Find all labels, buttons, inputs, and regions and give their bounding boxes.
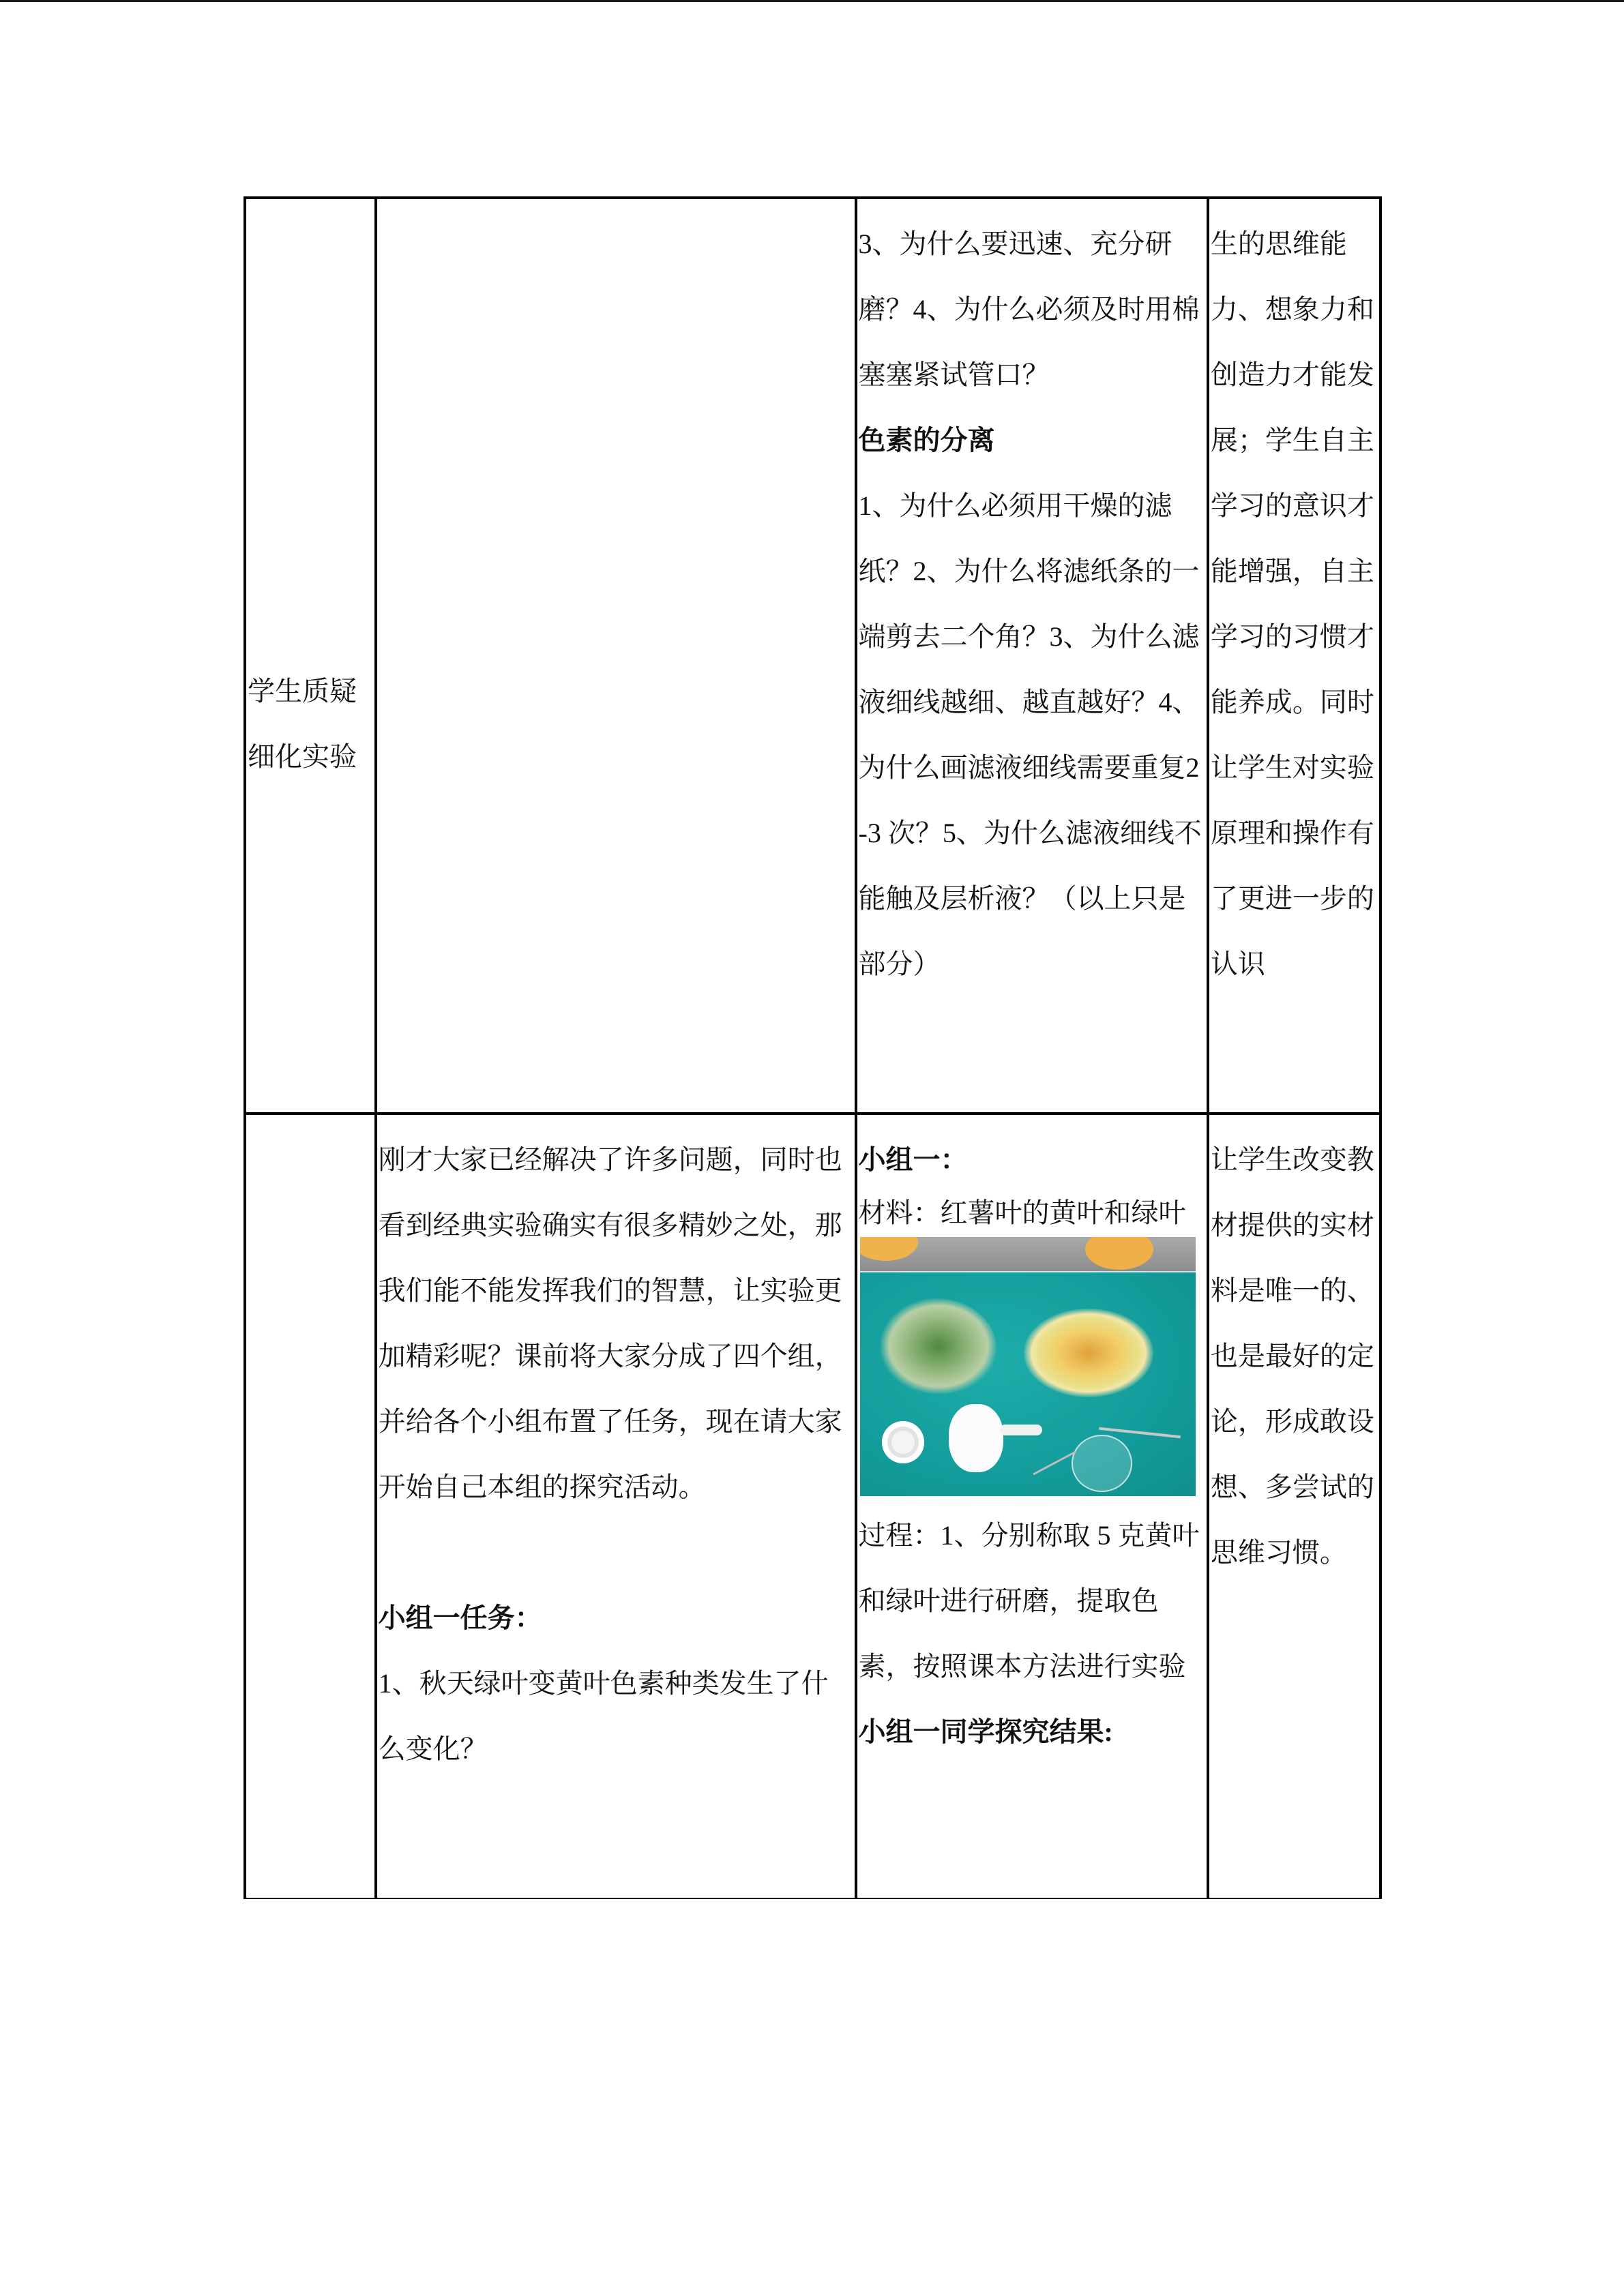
- lesson-plan-table: [243, 196, 1382, 1899]
- stage-cell: [245, 1114, 376, 1898]
- design-intent-text: 让学生改变教材提供的实材料是唯一的、也是最好的定论，形成敢设想、多尝试的思维习惯。: [1210, 1144, 1374, 1568]
- petri-dish: [882, 1421, 924, 1463]
- teacher-intro-text: 刚才大家已经解决了许多问题，同时也看到经典实验确实有很多精妙之处，那我们能不能发挥我们的智慧，让实验更加精彩呢？课前将大家分成了四个组，并给各个小组布置了任务，现在请大家开始自己本组的探究活动。: [378, 1144, 842, 1502]
- separation-heading: 色素的分离: [858, 425, 995, 456]
- separation-questions: 1、为什么必须用干燥的滤纸？2、为什么将滤纸条的一端剪去二个角？3、为什么滤液细线越细、越直越好？4、为什么画滤液细线需要重复2-3 次？5、为什么滤液细线不能触及层析液？（以上只是部分）: [858, 490, 1202, 979]
- stage-label: [248, 522, 374, 790]
- design-intent-cell: [1208, 1114, 1381, 1898]
- student-activity-cell: [856, 198, 1208, 1114]
- pestle: [1000, 1425, 1042, 1435]
- group-one-heading: 小组一：: [858, 1144, 968, 1175]
- group-one-result-heading: 小组一同学探究结果:: [858, 1716, 1113, 1747]
- stage-label-line-2: 细化实验: [248, 741, 357, 772]
- design-intent-text: 生的思维能力、想象力和创造力才能发展；学生自主学习的意识才能增强，自主学习的习惯才能养成。同时让学生对实验原理和操作有了更进一步的认识: [1210, 228, 1374, 979]
- table-row: [245, 1114, 1381, 1898]
- yellow-leaves-pile: [1024, 1309, 1153, 1397]
- teacher-activity-cell: [376, 198, 856, 1114]
- page-top-rule: [0, 0, 1624, 2]
- design-intent-cell: [1208, 198, 1381, 1114]
- table-row: [245, 198, 1381, 1114]
- stage-label-line-1: 学生质疑: [248, 675, 357, 706]
- group-one-materials: 材料：红薯叶的黄叶和绿叶: [858, 1197, 1186, 1228]
- teacher-activity-cell: [376, 1114, 856, 1898]
- group-one-task-heading: 小组一任务：: [378, 1602, 542, 1633]
- green-leaves-pile: [881, 1298, 996, 1394]
- leaf-experiment-photo: [860, 1237, 1196, 1496]
- stage-cell: [245, 198, 376, 1114]
- paragraph-spacer: [379, 1520, 855, 1585]
- group-one-process: 过程：1、分别称取 5 克黄叶和绿叶进行研磨，提取色素，按照课本方法进行实验: [858, 1520, 1200, 1682]
- student-activity-cell: [856, 1114, 1208, 1898]
- mortar: [949, 1404, 1003, 1472]
- glass-beaker: [1072, 1435, 1132, 1492]
- extraction-questions-continued: 3、为什么要迅速、充分研磨？4、为什么必须及时用棉塞塞紧试管口？: [858, 228, 1200, 390]
- group-one-task-item: 1、秋天绿叶变黄叶色素种类发生了什么变化？: [378, 1668, 829, 1764]
